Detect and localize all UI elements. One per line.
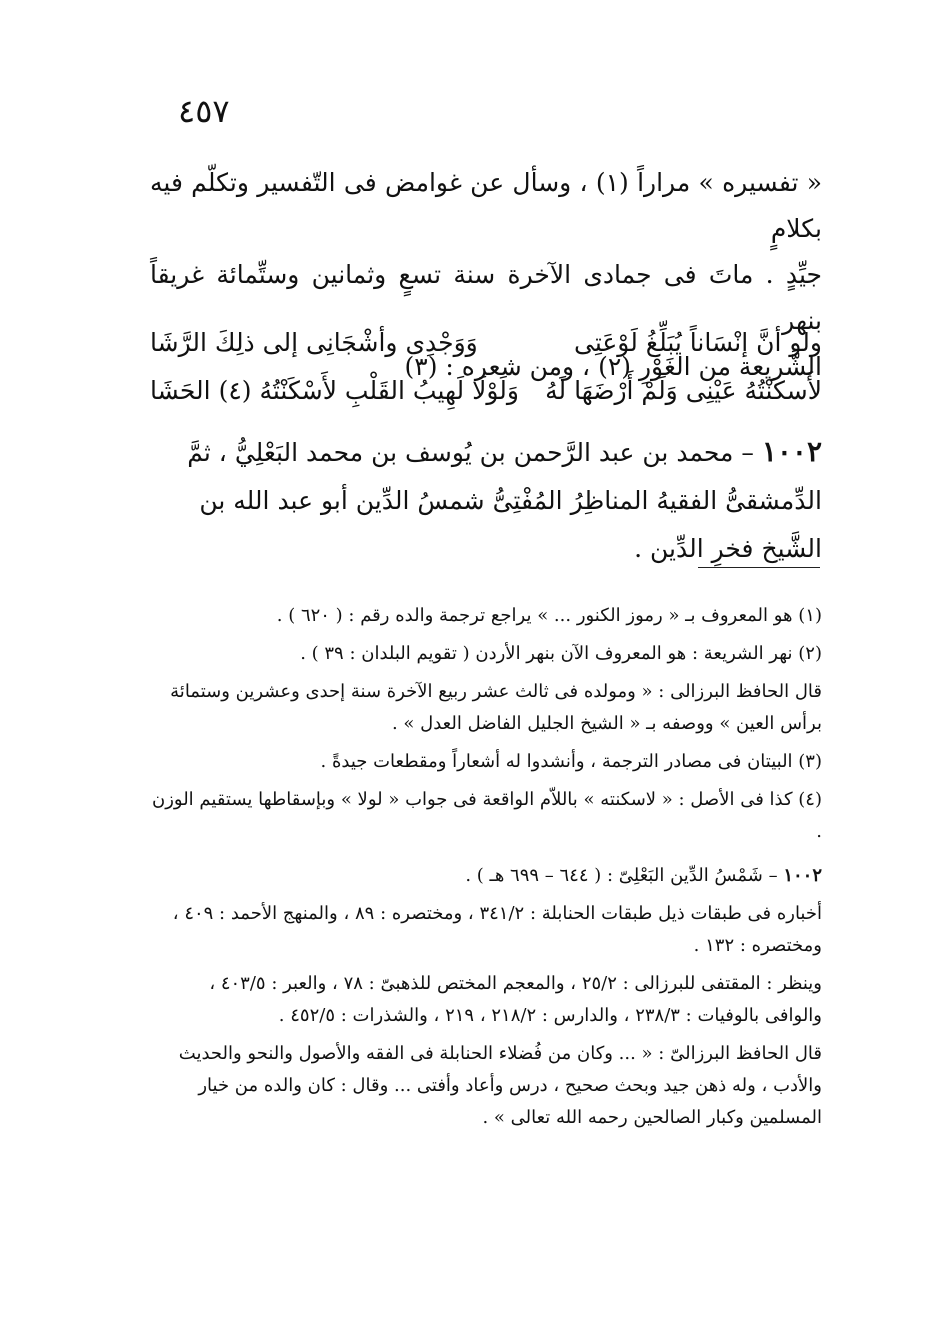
footnotes <box>150 600 822 1140</box>
footnote: وينظر : المقتفى للبرزالى : ٢٥/٢ ، والمعجم المختص للذهبىّ : ٧٨ ، والعبر : ٤٠٣/٥ ، والوافى بالوفيات : ٢٣٨/٣ ، والدارس : ٢١٨/٢ ، ٢١٩ ، والشذرات : ٤٥٢/٥ . <box>209 973 822 1026</box>
entry-dash: – <box>741 438 754 467</box>
verse-first-hemistich: ولو أنَّ إنْسَاناً يُبَلِّغُ لَوْعَتِى <box>573 327 822 357</box>
entry-name-continued: الدِّمشقىُّ الفقيهُ المناظِرُ المُفْتِىُّ شمسُ الدِّين أبو عبد الله بن الشَّيخ فخرِ الدِّين . <box>199 486 822 563</box>
footnote-entry-number: ١٠٠٢ <box>783 865 822 886</box>
verse-second-hemistich: وَوَجْدِى وأشْجَانِى إلى ذلِكَ الرَّشَا <box>150 327 478 357</box>
verse-first-hemistich: لأَسكَنْتُهُ عَيْنِى وَلَمْ أَرْضَهَا لَهُ <box>545 375 822 405</box>
poem-verses <box>150 318 822 414</box>
footnote: (٤) كذا فى الأصل : « لاسكنته » باللاّم الواقعة فى جواب « لولا » وبإسقاطها يستقيم الوزن . <box>151 789 822 842</box>
footnote-divider <box>698 567 820 568</box>
verse-second-hemistich: وَلَوْلَا لَهِيبُ القَلْبِ لأَسْكَنْتُهُ (٤) الحَشَا <box>150 375 519 405</box>
footnote: قال الحافظ البرزالى : « ومولده فى ثالث عشر ربيع الآخرة سنة إحدى وعشرين وستمائة برأس العين » ووصفه بـ « الشيخ الجليل الفاضل العدل » . <box>170 681 822 734</box>
footnote: قال الحافظ البرزالىّ : « ... وكان من فُضلاء الحنابلة فى الفقه والأصول والنحو والحديث والأدب ، وله ذهن جيد وبحث صحيح ، درس وأعاد وأفتى ... وقال : كان والده من خيار المسلمين وكبار الصالحين رحمه الله تعالى » . <box>178 1043 822 1128</box>
verse-line <box>150 318 822 366</box>
footnote-entry-heading <box>150 860 822 892</box>
footnote-entry-title: – شَمْسُ الدِّين البَعْلِىّ : ( ٦٤٤ – ٦٩٩ هـ ) . <box>465 865 784 886</box>
entry-name: محمد بن عبد الرَّحمن بن يُوسف بن محمد البَعْلِيُّ ، ثمَّ <box>187 438 734 467</box>
entry-number: ١٠٠٢ <box>761 435 822 468</box>
footnote: (٢) نهر الشريعة : هو المعروف الآن بنهر الأردن ( تقويم البلدان : ٣٩ ) . <box>300 643 822 664</box>
page-number: ٤٥٧ <box>178 92 230 130</box>
footnote: أخباره فى طبقات ذيل طبقات الحنابلة : ٣٤١/٢ ، ومختصره : ٨٩ ، والمنهج الأحمد : ٤٠٩ ، ومختصره : ١٣٢ . <box>172 903 822 956</box>
biography-entry <box>150 428 822 573</box>
main-text-line: « تفسيره » مراراً (١) ، وسأل عن غوامض فى التّفسير وتكلّم فيه بكلامٍ <box>150 168 823 243</box>
verse-line <box>150 366 822 414</box>
footnote: (١) هو المعروف بـ « رموز الكنور ... » يراجع ترجمة والده رقم : ( ٦٢٠ ) . <box>276 605 822 626</box>
main-text-line: جيِّدٍ . ماتَ فى جمادى الآخرة سنة تسعٍ وثمانين وستِّمائة غريقاً بنهر <box>150 260 822 335</box>
footnote: (٣) البيتان فى مصادر الترجمة ، وأنشدوا له أشعاراً ومقطعات جيدةً . <box>320 751 822 772</box>
entry-heading-line <box>150 428 822 477</box>
main-text-line: الشَّريعة من الغَوْرِ (٢) ، ومن شعره : (٣) <box>404 352 822 381</box>
